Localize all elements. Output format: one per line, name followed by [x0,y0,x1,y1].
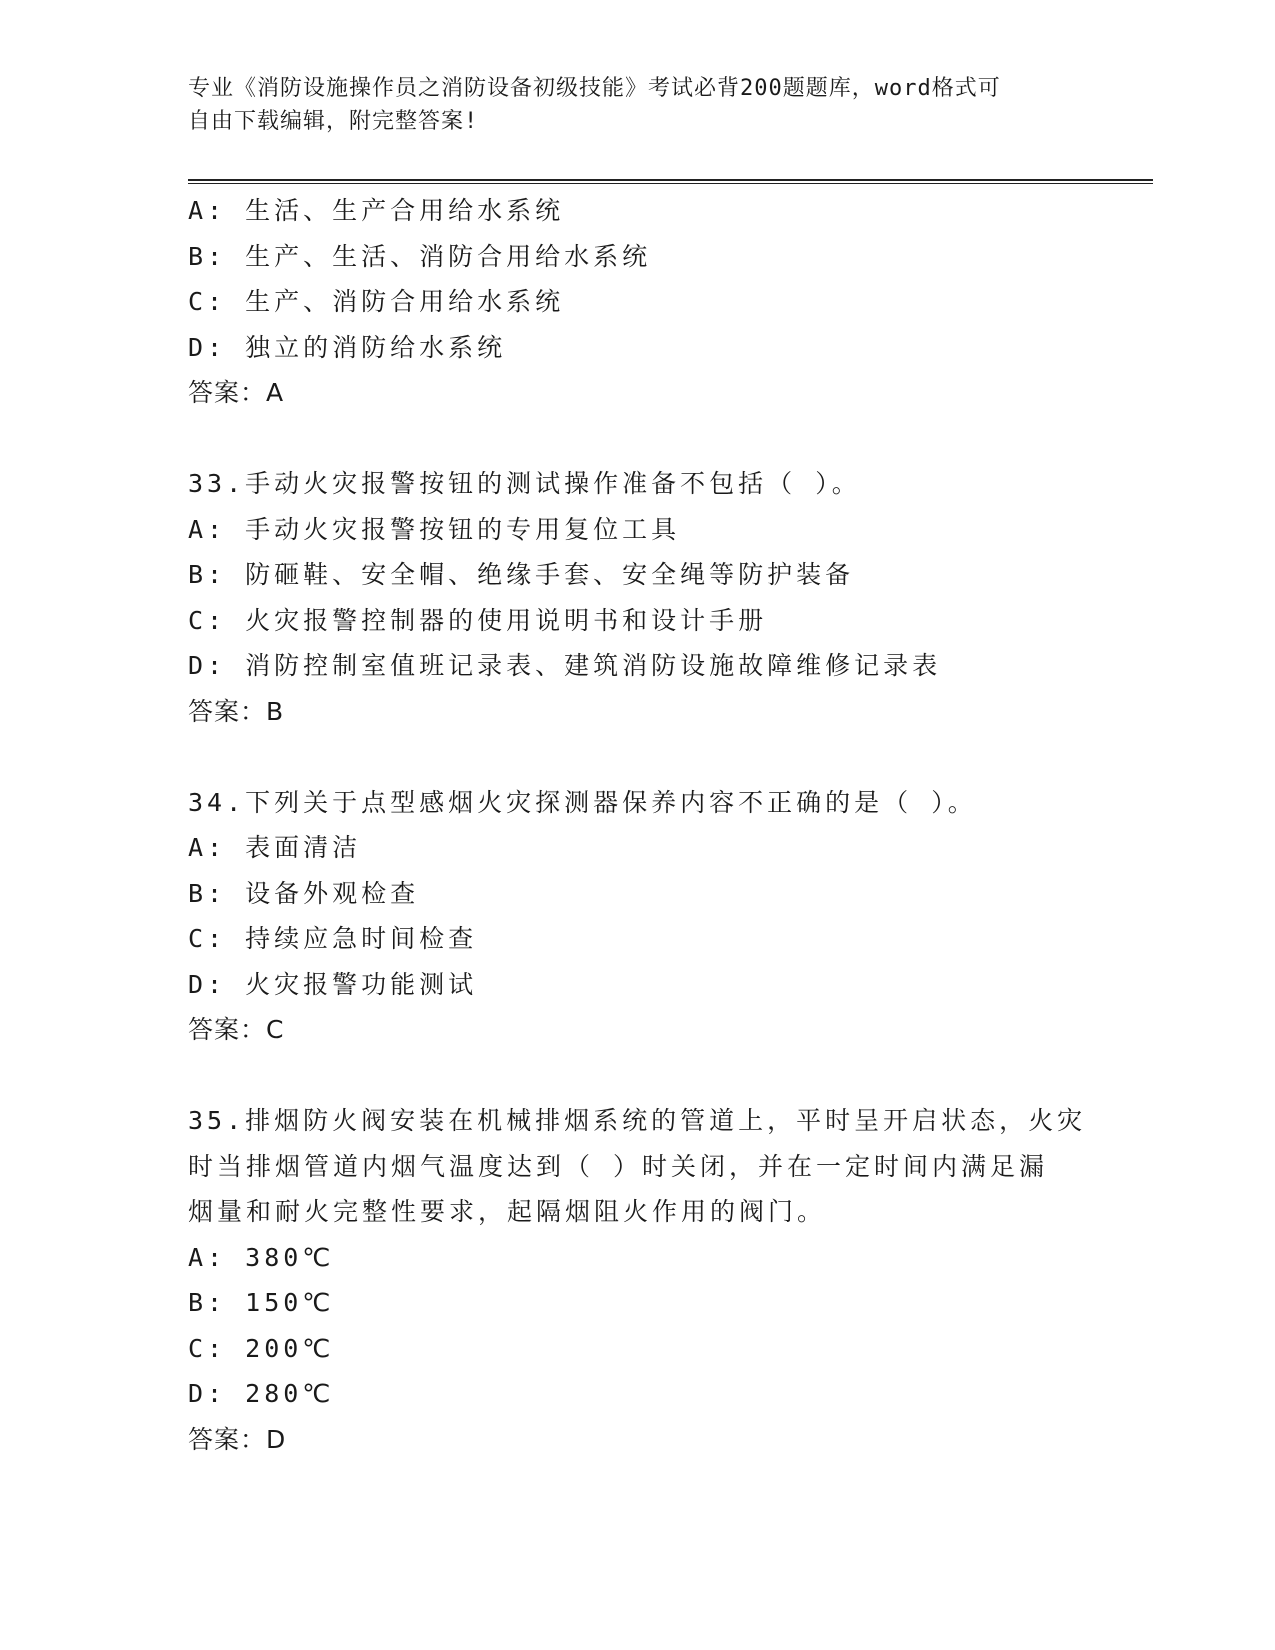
option-b: B: 设备外观检查 [188,878,420,908]
question-spacer [188,416,1088,462]
question-stem: 33.手动火灾报警按钮的测试操作准备不包括（ ）。 [188,469,861,498]
option-d: D: 独立的消防给水系统 [188,332,507,362]
question-stem-line-3: 烟量和耐火完整性要求，起隔烟阻火作用的阀门。 [188,1197,827,1226]
question-32 [188,188,1088,416]
question-stem-line-2: 时当排烟管道内烟气温度达到（ ）时关闭，并在一定时间内满足漏 [188,1151,1049,1181]
question-33 [188,461,1088,734]
option-b: B: 生产、生活、消防合用给水系统 [188,241,652,271]
option-b: B: 150℃ [188,1288,335,1317]
option-a: A: 表面清洁 [188,833,362,862]
intro-line-2: 自由下载编辑，附完整答案! [188,109,479,134]
answer-label: 答案：A [188,378,285,407]
option-a: A: 380℃ [188,1242,335,1272]
question-list [188,188,1088,1462]
option-c: C: 火灾报警控制器的使用说明书和设计手册 [188,605,768,635]
header-divider [188,179,1153,184]
answer-label: 答案：B [188,696,285,726]
question-spacer [188,734,1088,780]
question-stem: 34.下列关于点型感烟火灾探测器保养内容不正确的是（ ）。 [188,787,977,817]
option-c: C: 200℃ [188,1333,335,1363]
option-d: D: 消防控制室值班记录表、建筑消防设施故障维修记录表 [188,651,942,680]
option-a: A: 手动火灾报警按钮的专用复位工具 [188,514,681,544]
intro-line-1: 专业《消防设施操作员之消防设备初级技能》考试必背200题题库，word格式可 [188,76,1001,101]
option-c: C: 持续应急时间检查 [188,924,478,953]
question-spacer [188,1053,1088,1099]
question-35 [188,1098,1088,1462]
question-stem-line-1: 35.排烟防火阀安装在机械排烟系统的管道上，平时呈开启状态，火灾 [188,1106,1087,1135]
option-c: C: 生产、消防合用给水系统 [188,287,565,316]
option-d: D: 火灾报警功能测试 [188,969,478,999]
option-d: D: 280℃ [188,1379,335,1408]
answer-label: 答案：C [188,1015,285,1044]
option-a: A: 生活、生产合用给水系统 [188,196,565,225]
question-34 [188,780,1088,1053]
document-intro [188,72,1068,138]
option-b: B: 防砸鞋、安全帽、绝缘手套、安全绳等防护装备 [188,560,855,589]
answer-label: 答案：D [188,1424,287,1454]
